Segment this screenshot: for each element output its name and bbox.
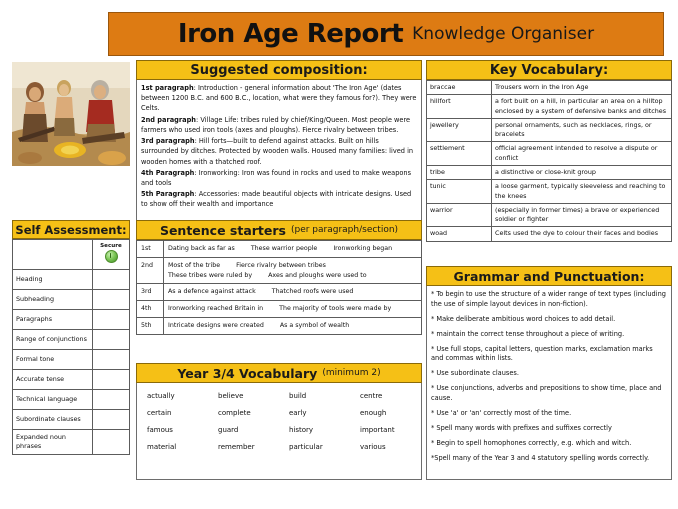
- vocab-word: complete: [218, 409, 251, 417]
- vocab-word: material: [147, 443, 177, 451]
- key-vocabulary-heading: Key Vocabulary:: [426, 60, 672, 80]
- composition-paragraph-label: 2nd paragraph: [141, 115, 197, 124]
- vocab-word: important: [360, 426, 395, 434]
- criterion-checkbox[interactable]: [93, 370, 130, 390]
- starter-phrases: [164, 241, 422, 258]
- starter-ordinal: 3rd: [137, 284, 164, 301]
- composition-paragraph-text: : Introduction - general information about 'The Iron Age' (dates between 1200 B.C. and 600 B.C., location, what were they famous for?). They were Celts.: [141, 84, 417, 113]
- starter-ordinal: 5th: [137, 317, 164, 334]
- table-row: [137, 439, 421, 456]
- table-row: [13, 430, 130, 455]
- vocab-definition: a distinctive or close-knit group: [492, 165, 672, 179]
- grammar-point: * Make deliberate ambitious word choices to add detail.: [431, 314, 616, 323]
- table-row: [427, 142, 672, 166]
- criterion-checkbox[interactable]: [93, 430, 130, 455]
- vocab-definition: Celts used the dye to colour their faces and bodies: [492, 227, 672, 241]
- year-vocabulary-table: [137, 388, 421, 456]
- table-row: [13, 240, 130, 270]
- table-row: [137, 317, 422, 334]
- starter-phrase: Fierce rivalry between tribes: [236, 261, 326, 269]
- criterion-label: Expanded noun phrases: [13, 430, 93, 455]
- criterion-label: Technical language: [13, 390, 93, 410]
- grammar-point: * Spell many words with prefixes and suffixes correctly: [431, 423, 612, 432]
- table-row: [137, 388, 421, 405]
- table-row: [427, 180, 672, 204]
- key-vocabulary-table: [426, 80, 672, 242]
- self-assessment-heading: Self Assessment:: [12, 220, 130, 239]
- grammar-point: * Use 'a' or 'an' correctly most of the time.: [431, 409, 572, 418]
- grammar-point: *Spell many of the Year 3 and 4 statutory spelling words correctly.: [431, 453, 650, 462]
- secure-column-header: [93, 240, 130, 270]
- table-row: [427, 95, 672, 119]
- sentence-starters-heading-sub: (per paragraph/section): [290, 225, 399, 235]
- secure-circle-icon: [105, 250, 118, 263]
- criterion-checkbox[interactable]: [93, 310, 130, 330]
- key-vocabulary-card: [426, 60, 672, 242]
- table-row: [427, 227, 672, 241]
- criterion-label: Range of conjunctions: [13, 330, 93, 350]
- vocab-definition: a loose garment, typically sleeveless and reaching to the knees: [492, 180, 672, 204]
- vocab-term: warrior: [427, 203, 492, 227]
- page-subtitle: Knowledge Organiser: [412, 23, 595, 44]
- suggested-composition-body: [136, 80, 422, 223]
- suggested-composition-heading: Suggested composition:: [136, 60, 422, 80]
- starter-ordinal: 1st: [137, 241, 164, 258]
- criterion-checkbox[interactable]: [93, 410, 130, 430]
- starter-phrase: As a defence against attack: [168, 288, 256, 296]
- criterion-label: Subordinate clauses: [13, 410, 93, 430]
- key-vocabulary-body: [426, 80, 672, 242]
- grammar-punctuation-heading: Grammar and Punctuation:: [426, 266, 672, 286]
- starter-ordinal: 4th: [137, 301, 164, 318]
- composition-paragraph: [141, 83, 417, 114]
- grammar-point: * Use full stops, capital letters, question marks, exclamation marks and commas within lists.: [431, 344, 653, 363]
- vocab-definition: a fort built on a hill, in particular an area on a hilltop enclosed by a system of defensive banks and ditches: [492, 95, 672, 119]
- composition-paragraph: [141, 168, 417, 188]
- vocab-term: woad: [427, 227, 492, 241]
- vocab-term: settlement: [427, 142, 492, 166]
- vocab-definition: official agreement intended to resolve a dispute or conflict: [492, 142, 672, 166]
- starter-phrase: Thatched roofs were used: [271, 288, 354, 296]
- year-vocabulary-body: [136, 383, 422, 480]
- starter-phrase: These warrior people: [250, 245, 318, 252]
- vocab-word: believe: [218, 392, 244, 400]
- page-title-banner: [108, 12, 664, 56]
- criterion-label: Heading: [13, 270, 93, 290]
- composition-paragraph: [141, 136, 417, 167]
- vocab-word: particular: [289, 443, 323, 451]
- table-row: [137, 241, 422, 258]
- year-vocabulary-heading-sub: (minimum 2): [322, 368, 381, 378]
- criterion-label: Subheading: [13, 290, 93, 310]
- iron-age-illustration: [12, 62, 130, 166]
- vocab-term: tribe: [427, 165, 492, 179]
- criterion-label: Paragraphs: [13, 310, 93, 330]
- self-assessment-blank-header: [13, 240, 93, 270]
- composition-paragraph: [141, 115, 417, 135]
- sentence-starters-body: [136, 240, 422, 335]
- starter-phrase: Axes and ploughs were used to: [268, 271, 367, 279]
- year-vocabulary-heading-main: Year 3/4 Vocabulary: [177, 365, 318, 381]
- starter-phrase: As a symbol of wealth: [279, 321, 350, 329]
- criterion-label: Accurate tense: [13, 370, 93, 390]
- starter-phrase: Intricate designs were created: [168, 321, 264, 329]
- table-row: [13, 410, 130, 430]
- table-row: [13, 290, 130, 310]
- vocab-term: jewellery: [427, 118, 492, 142]
- vocab-word: guard: [218, 426, 239, 434]
- table-row: [427, 203, 672, 227]
- starter-phrases: [164, 301, 422, 318]
- page-title: Iron Age Report: [177, 19, 404, 49]
- vocab-definition: (especially in former times) a brave or experienced soldier or fighter: [492, 203, 672, 227]
- vocab-word: build: [289, 392, 307, 400]
- self-assessment-body: [12, 239, 130, 455]
- grammar-point: * Use subordinate clauses.: [431, 369, 519, 378]
- table-row: [137, 405, 421, 422]
- secure-label: Secure: [100, 243, 122, 249]
- starter-phrase: Dating back as far as: [168, 245, 235, 252]
- composition-paragraph-label: 5th Paragraph: [141, 190, 195, 199]
- self-assessment-table: [12, 239, 130, 455]
- vocab-definition: personal ornaments, such as necklaces, rings, or bracelets: [492, 118, 672, 142]
- composition-paragraph-text: : Hill forts—built to defend against attacks. Built on hills surrounded by ditches. Protected by wooden walls. Housed many families: lived in wooden homes with a thatched roof.: [141, 137, 414, 166]
- vocab-term: tunic: [427, 180, 492, 204]
- vocab-word: early: [289, 409, 307, 417]
- self-assessment-card: [12, 220, 130, 455]
- table-row: [137, 257, 422, 284]
- suggested-composition-card: [136, 60, 422, 223]
- table-row: [427, 118, 672, 142]
- starter-phrases: [164, 317, 422, 334]
- composition-paragraph-label: 4th Paragraph: [141, 168, 195, 177]
- starter-phrase: Ironworking began: [333, 245, 393, 252]
- sentence-starters-heading: [136, 220, 422, 240]
- table-row: [427, 165, 672, 179]
- table-row: [427, 81, 672, 95]
- table-row: [137, 284, 422, 301]
- table-row: [13, 350, 130, 370]
- sentence-starters-table: [136, 240, 422, 335]
- sentence-starters-heading-main: Sentence starters: [159, 222, 286, 238]
- criterion-checkbox[interactable]: [93, 270, 130, 290]
- year-vocabulary-heading: [136, 363, 422, 383]
- composition-paragraph-text: : Village Life: tribes ruled by chief/King/Queen. Most people were farmers who used iron tools (axes and ploughs). Fierce rivalry between tribes.: [141, 115, 411, 134]
- vocab-word: enough: [360, 409, 387, 417]
- year-vocabulary-card: [136, 363, 422, 480]
- table-row: [137, 301, 422, 318]
- starter-phrases: [164, 284, 422, 301]
- starter-phrase: Ironworking reached Britain in: [168, 305, 264, 312]
- vocab-word: remember: [218, 443, 255, 451]
- vocab-word: actually: [147, 392, 175, 400]
- criterion-checkbox[interactable]: [93, 390, 130, 410]
- table-row: [13, 390, 130, 410]
- vocab-term: braccae: [427, 81, 492, 95]
- table-row: [137, 422, 421, 439]
- composition-paragraph-text: : Accessories: made beautiful objects with intricate designs. Used to show off their wealth and importance: [141, 190, 412, 209]
- starter-phrase: These tribes were ruled by: [168, 271, 253, 279]
- vocab-word: centre: [360, 392, 383, 400]
- vocab-term: hillfort: [427, 95, 492, 119]
- vocab-word: history: [289, 426, 314, 434]
- criterion-checkbox[interactable]: [93, 330, 130, 350]
- starter-phrase: The majority of tools were made by: [279, 305, 392, 312]
- vocab-word: famous: [147, 426, 173, 434]
- iron-age-illustration-graphic: [12, 62, 130, 166]
- grammar-point: * To begin to use the structure of a wider range of text types (including the use of simple layout devices in non-fiction).: [431, 290, 666, 308]
- table-row: [13, 270, 130, 290]
- grammar-point: * maintain the correct tense throughout a piece of writing.: [431, 329, 625, 338]
- table-row: [13, 370, 130, 390]
- grammar-punctuation-card: [426, 266, 672, 480]
- composition-paragraph-label: 3rd paragraph: [141, 137, 195, 146]
- vocab-word: certain: [147, 409, 172, 417]
- starter-phrase: Most of the tribe: [168, 261, 221, 269]
- vocab-word: various: [360, 443, 386, 451]
- composition-paragraph: [141, 189, 417, 209]
- sentence-starters-card: [136, 220, 422, 335]
- criterion-checkbox[interactable]: [93, 350, 130, 370]
- composition-paragraph-text: : Ironworking: Iron was found in rocks and used to make weapons and tools: [141, 168, 412, 187]
- criterion-label: Formal tone: [13, 350, 93, 370]
- vocab-definition: Trousers worn in the Iron Age: [492, 81, 672, 95]
- table-row: [13, 310, 130, 330]
- grammar-punctuation-body: [426, 286, 672, 480]
- grammar-point: * Use conjunctions, adverbs and prepositions to show time, place and cause.: [431, 384, 662, 403]
- starter-phrases: [164, 257, 422, 284]
- grammar-point: * Begin to spell homophones correctly, e.g. which and witch.: [431, 438, 632, 447]
- starter-ordinal: 2nd: [137, 257, 164, 284]
- criterion-checkbox[interactable]: [93, 290, 130, 310]
- composition-paragraph-label: 1st paragraph: [141, 84, 194, 92]
- table-row: [13, 330, 130, 350]
